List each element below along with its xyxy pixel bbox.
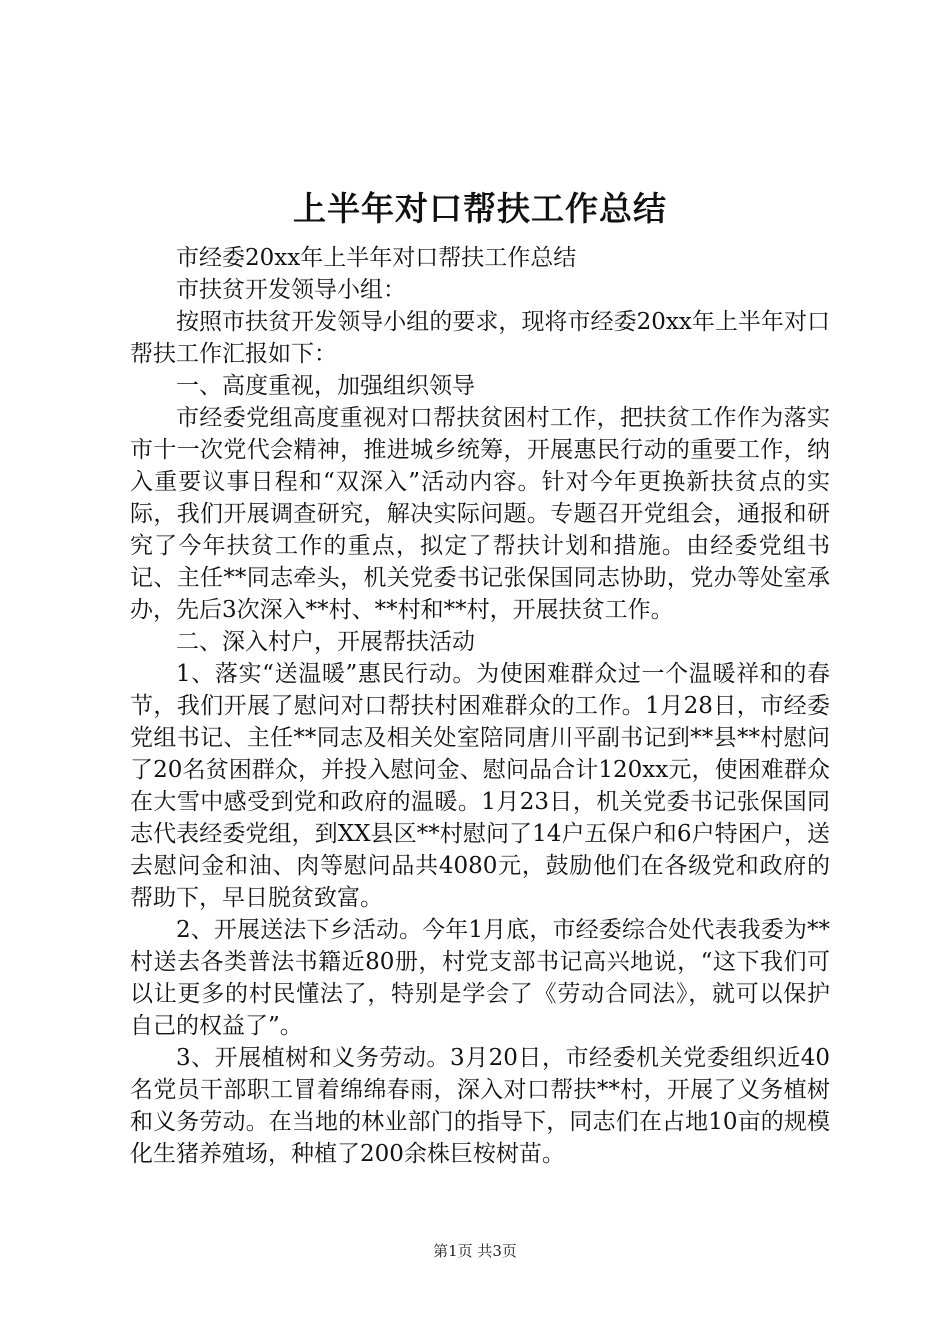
page-footer: 第1页 共3页	[433, 1242, 517, 1260]
paragraph-addressee: 市扶贫开发领导小组：	[176, 277, 406, 303]
section-heading-2: 二、深入村户，开展帮扶活动	[176, 629, 475, 655]
section-heading-1: 一、高度重视，加强组织领导	[176, 373, 475, 399]
paragraph-item-1: 1、落实“送温暖”惠民行动。为使困难群众过一个温暖祥和的春节，我们开展了慰问对口帮扶村困难群众的工作。1月28日，市经委党组书记、主任**同志及相关处室陪同唐川平副书记到**县**村慰问了20名贫困群众，并投入慰问金、慰问品合计120xx元，使困难群众在大雪中感受到党和政府的温暖。1月23日，机关党委书记张保国同志代表经委党组，到XX县区**村慰问了14户五保户和6户特困户，送去慰问金和油、肉等慰问品共4080元，鼓励他们在各级党和政府的帮助下，早日脱贫致富。	[130, 661, 830, 911]
paragraph-item-3: 3、开展植树和义务劳动。3月20日，市经委机关党委组织近40名党员干部职工冒着绵绵春雨，深入对口帮扶**村，开展了义务植树和义务劳动。在当地的林业部门的指导下，同志们在占地10亩的规模化生猪养殖场，种植了200余株巨桉树苗。	[130, 1045, 830, 1167]
paragraph-intro: 按照市扶贫开发领导小组的要求，现将市经委20xx年上半年对口帮扶工作汇报如下：	[130, 309, 830, 367]
document-title: 上半年对口帮扶工作总结	[293, 189, 667, 228]
document-page	[130, 180, 830, 1220]
paragraph-heading-line: 市经委20xx年上半年对口帮扶工作总结	[176, 245, 577, 271]
paragraph-item-2: 2、开展送法下乡活动。今年1月底，市经委综合处代表我委为**村送去各类普法书籍近80册，村党支部书记高兴地说，“这下我们可以让更多的村民懂法了，特别是学会了《劳动合同法》，就可以保护自己的权益了”。	[130, 917, 830, 1039]
paragraph-section-1: 市经委党组高度重视对口帮扶贫困村工作，把扶贫工作作为落实市十一次党代会精神，推进城乡统筹，开展惠民行动的重要工作，纳入重要议事日程和“双深入”活动内容。针对今年更换新扶贫点的实际，我们开展调查研究，解决实际问题。专题召开党组会，通报和研究了今年扶贫工作的重点，拟定了帮扶计划和措施。由经委党组书记、主任**同志牵头，机关党委书记张保国同志协助，党办等处室承办，先后3次深入**村、**村和**村，开展扶贫工作。	[130, 405, 830, 623]
